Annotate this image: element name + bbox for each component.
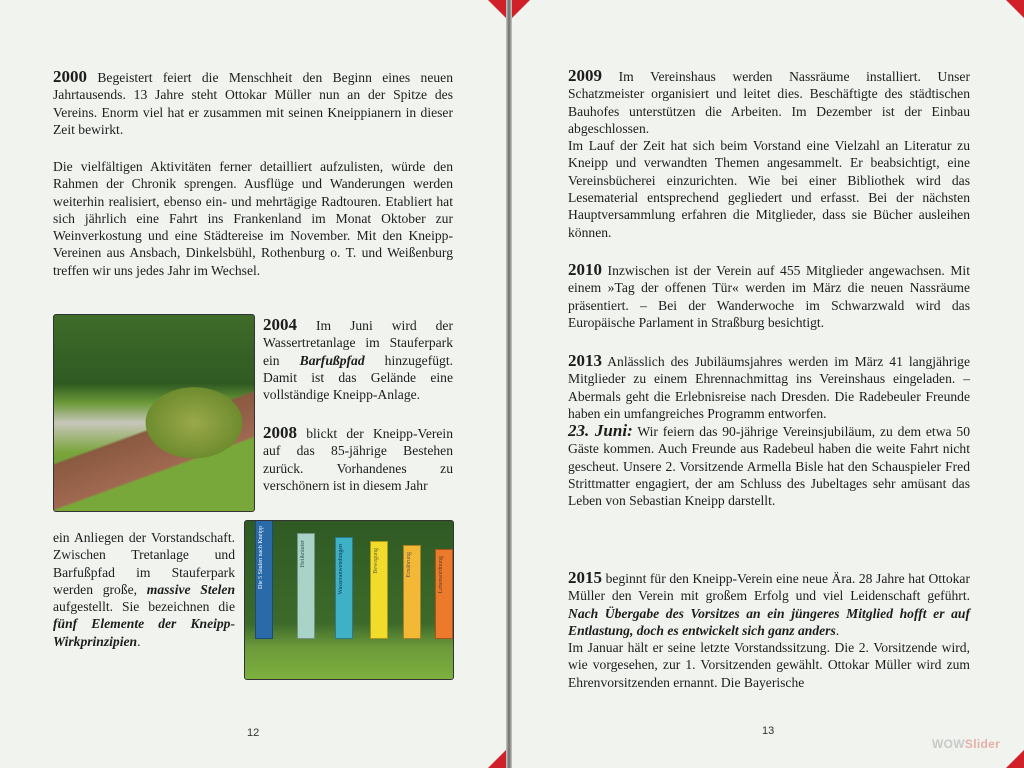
stelen-photo bbox=[244, 520, 454, 680]
entry-text: Anlässlich des Jubiläumsjahres werden im März 41 langjährige Mitglieder zu einem Ehrennachmittag ins Vereinshaus eingeladen. – Abermals geht die Erlebnisreise nach Dresden. Die Radebeuler Freunde haben ein umfangreiches Programm entworfen. bbox=[568, 354, 970, 421]
year-label: 2009 bbox=[568, 66, 602, 85]
stele-label: Ernährung bbox=[406, 552, 412, 578]
entry-2004 bbox=[263, 316, 453, 403]
entry-2010 bbox=[568, 261, 970, 331]
left-page bbox=[0, 0, 506, 768]
stele-label: Wasseranwendungen bbox=[338, 544, 344, 595]
watermark-text: WOW bbox=[932, 737, 965, 751]
entry-text: aufgestellt. Sie bezeichnen die bbox=[53, 599, 235, 615]
page-number: 13 bbox=[762, 725, 775, 737]
emphasis-text: fünf Elemente der Kneipp-Wirkprinzipien bbox=[53, 616, 235, 649]
paragraph-text: Die vielfältigen Aktivitäten ferner detailliert aufzulisten, würde den Rahmen der Chronik sprengen. Ausflüge und Wanderungen werden weiterhin realisiert, ebenso ein- und mehrtägige Radtouren. Etabliert hat sich jährlich eine Fahrt ins Frankenland im Monat Oktober zur Weinverkostung und eine Städtereise im November. Mit den Kneipp-Vereinen aus Ansbach, Dinkelsbühl, Rothenburg o. T. und Weißenburg treffen wir uns jedes Jahr im Wechsel. bbox=[53, 159, 453, 278]
year-label: 2013 bbox=[568, 351, 602, 370]
emphasis-text: Nach Übergabe des Vorsitzes an ein jüngeres Mitglied hofft er auf Entlastung, doch es entwickelt sich ganz anders bbox=[568, 605, 970, 638]
stele bbox=[403, 545, 421, 639]
stele bbox=[297, 533, 315, 639]
stele-label: Lebensordnung bbox=[438, 556, 444, 594]
corner-mark bbox=[488, 0, 506, 18]
date-label: 23. Juni: bbox=[568, 421, 633, 441]
corner-mark bbox=[1006, 750, 1024, 768]
year-label: 2015 bbox=[568, 568, 602, 587]
entry-text: Begeistert feiert die Menschheit den Beginn eines neuen Jahrtausends. 13 Jahre steht Ottokar Müller nun an der Spitze des Vereins. Enorm viel hat er zusammen mit seinen Kneippianern in dieser Zeit bewirkt. bbox=[53, 70, 453, 137]
entry-text: Im Juni wird der Wassertretanlage im Stauferpark ein bbox=[263, 318, 453, 368]
stele bbox=[435, 549, 453, 639]
corner-mark bbox=[488, 750, 506, 768]
entry-text: hinzugefügt. Damit ist das Gelände eine vollständige Kneipp-Anlage. bbox=[263, 352, 453, 403]
entry-2015 bbox=[568, 569, 970, 691]
entry-2009 bbox=[568, 67, 970, 241]
entry-text: . bbox=[137, 633, 141, 649]
activities-paragraph bbox=[53, 158, 453, 279]
entry-text: blickt der Kneipp-Verein auf das 85-jährige Bestehen zurück. Vorhandenes zu verschönern ist in diesem Jahr bbox=[263, 426, 453, 493]
entry-text: . bbox=[835, 622, 840, 638]
entry-2000 bbox=[53, 68, 453, 138]
emphasis-text: massive Stelen bbox=[146, 581, 236, 597]
corner-mark bbox=[512, 0, 530, 18]
stele bbox=[335, 537, 353, 639]
stele-label: Bewegung bbox=[373, 548, 379, 574]
year-label: 2000 bbox=[53, 67, 87, 86]
stele bbox=[370, 541, 388, 639]
year-label: 2008 bbox=[263, 423, 297, 442]
entry-text: Im Vereinshaus werden Nassräume installiert. Unser Schatzmeister organisiert und leitet dies. Beschäftigte des städtischen Bauhofes unterstützen die Arbeiten. Im Dezember ist der Einbau abgeschlossen. bbox=[568, 69, 970, 136]
watermark-text: Slider bbox=[964, 737, 1001, 751]
entry-text: Im Januar hält er seine letzte Vorstandssitzung. Die 2. Vorsitzende wird, wie vorgesehen, zur 1. Vorsitzenden gewählt. Ottokar Müller wird zum Ehrenvorsitzenden ernannt. Die Bayerische bbox=[568, 640, 970, 690]
stele-label: Die 5 Säulen nach Kneipp bbox=[258, 526, 264, 589]
emphasis-text: Barfußpfad bbox=[299, 352, 365, 368]
corner-mark bbox=[1006, 0, 1024, 18]
page-number: 12 bbox=[247, 727, 260, 739]
entry-text: Wir feiern das 90-jährige Vereinsjubiläum, zu dem etwa 50 Gäste kommen. Auch Freunde aus Radebeul haben die weite Fahrt nicht gescheut. Unsere 2. Vorsitzende Armella Bisle hat den Schauspieler Fred Strittmatter engagiert, der am Schluss des Jubeltages sehr amüsant das Leben von Sebastian Kneipp darstellt. bbox=[568, 424, 970, 509]
entry-2008-continued bbox=[53, 529, 235, 650]
stele-label: Heilkräuter bbox=[300, 540, 306, 568]
year-label: 2004 bbox=[263, 315, 297, 334]
entry-2008 bbox=[263, 424, 453, 494]
right-page bbox=[512, 0, 1024, 768]
entry-2013 bbox=[568, 352, 970, 510]
stele bbox=[255, 520, 273, 639]
year-label: 2010 bbox=[568, 260, 602, 279]
entry-text: ein Anliegen der Vorstandschaft. Zwischen Tretanlage und Barfußpfad im Stauferpark werden große, bbox=[53, 530, 235, 597]
entry-text: beginnt für den Kneipp-Verein eine neue Ära. 28 Jahre hat Ottokar Müller den Verein mit großem Erfolg und viel Leidenschaft geführt. bbox=[568, 571, 970, 604]
watermark-logo bbox=[932, 737, 1000, 751]
entry-text: Im Lauf der Zeit hat sich beim Vorstand eine Vielzahl an Literatur zu Kneipp und verwandten Themen angesammelt. Er beabsichtigt, eine Vereinsbücherei einzurichten. Wie bei einer Bibliothek wird das Lesematerial entsprechend gegliedert und erfasst. Bei der nächsten Hauptversammlung erfahren die Mitglieder, dass sie Bücher ausleihen können. bbox=[568, 138, 970, 240]
entry-text: Inzwischen ist der Verein auf 455 Mitglieder angewachsen. Mit einem »Tag der offenen Tür« werden im März die neuen Nassräume präsentiert. – Bei der Wanderwoche im Schwarzwald wird das Europäische Parlament in Straßburg besichtigt. bbox=[568, 263, 970, 330]
barfusspfad-photo bbox=[53, 314, 255, 512]
